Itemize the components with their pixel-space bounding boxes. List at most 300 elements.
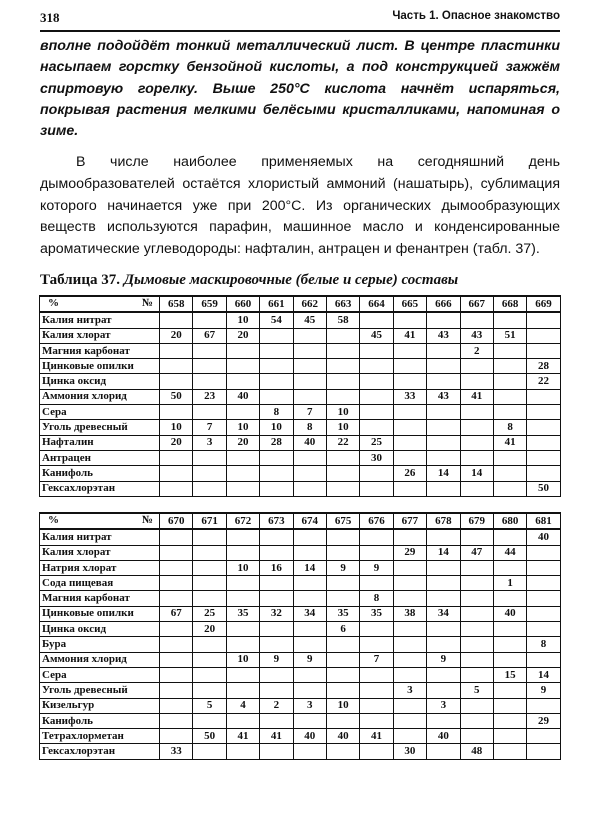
value-cell: 8 (360, 591, 393, 606)
value-cell (293, 450, 326, 465)
value-cell: 9 (326, 560, 359, 575)
value-cell (460, 606, 493, 621)
value-cell (193, 405, 226, 420)
value-cell (260, 374, 293, 389)
value-cell (393, 374, 426, 389)
value-cell (493, 713, 526, 728)
value-cell: 43 (427, 389, 460, 404)
column-header: 681 (527, 513, 560, 529)
column-header: 660 (226, 296, 259, 312)
value-cell: 8 (260, 405, 293, 420)
column-header: 666 (427, 296, 460, 312)
value-cell (460, 481, 493, 496)
value-cell: 9 (427, 652, 460, 667)
value-cell (460, 374, 493, 389)
value-cell: 3 (193, 435, 226, 450)
column-header: 659 (193, 296, 226, 312)
table-header-row (40, 296, 561, 312)
value-cell: 28 (527, 359, 560, 374)
value-cell (193, 545, 226, 560)
value-cell (527, 466, 560, 481)
value-cell (293, 545, 326, 560)
number-label: № (141, 514, 153, 526)
value-cell (226, 374, 259, 389)
value-cell (393, 343, 426, 358)
column-header: 674 (293, 513, 326, 529)
table-row (40, 466, 561, 481)
value-cell (260, 637, 293, 652)
table-row (40, 667, 561, 682)
value-cell: 22 (326, 435, 359, 450)
value-cell: 29 (527, 713, 560, 728)
ingredient-name: Цинка оксид (40, 622, 160, 637)
value-cell (160, 622, 193, 637)
column-header: 671 (193, 513, 226, 529)
value-cell (260, 713, 293, 728)
value-cell (427, 713, 460, 728)
intro-paragraph: вполне подойдёт тонкий металлический лист. В центре пластинки насыпаем горстку бензойной кислоты, а под конструкцией зажжём спиртовую горелку. Выше 250°С кислота начнёт испаряться, покрывая растения мелкими белёсыми кристалликами, напоминая о зиме. (40, 38, 560, 140)
value-cell (160, 405, 193, 420)
value-cell (260, 481, 293, 496)
ingredient-name: Калия нитрат (40, 529, 160, 545)
value-cell (460, 637, 493, 652)
value-cell (226, 713, 259, 728)
table-row (40, 591, 561, 606)
value-cell (493, 374, 526, 389)
value-cell (360, 529, 393, 545)
value-cell: 50 (527, 481, 560, 496)
value-cell (293, 744, 326, 759)
value-cell (460, 405, 493, 420)
ingredient-name: Магния карбонат (40, 343, 160, 358)
value-cell: 9 (293, 652, 326, 667)
value-cell: 33 (160, 744, 193, 759)
value-cell (160, 450, 193, 465)
value-cell: 47 (460, 545, 493, 560)
table-row (40, 560, 561, 575)
value-cell (360, 713, 393, 728)
value-cell: 6 (326, 622, 359, 637)
value-cell: 38 (393, 606, 426, 621)
table-caption-label: Таблица 37. (40, 272, 120, 288)
value-cell (360, 545, 393, 560)
table-row (40, 576, 561, 591)
value-cell: 48 (460, 744, 493, 759)
ingredient-name: Антрацен (40, 450, 160, 465)
value-cell (427, 622, 460, 637)
table-row (40, 343, 561, 358)
value-cell (193, 466, 226, 481)
value-cell (527, 312, 560, 328)
value-cell (326, 637, 359, 652)
table-row (40, 698, 561, 713)
value-cell: 28 (260, 435, 293, 450)
value-cell (160, 637, 193, 652)
value-cell (160, 683, 193, 698)
value-cell (393, 450, 426, 465)
ingredient-name: Калия хлорат (40, 328, 160, 343)
column-header: 678 (427, 513, 460, 529)
value-cell (493, 652, 526, 667)
value-cell (226, 481, 259, 496)
value-cell (393, 652, 426, 667)
value-cell (460, 667, 493, 682)
composition-table-2 (39, 512, 561, 760)
value-cell: 20 (160, 435, 193, 450)
value-cell: 30 (393, 744, 426, 759)
table-row (40, 374, 561, 389)
value-cell (393, 312, 426, 328)
value-cell (193, 359, 226, 374)
value-cell: 14 (460, 466, 493, 481)
value-cell: 22 (527, 374, 560, 389)
value-cell: 35 (326, 606, 359, 621)
value-cell: 44 (493, 545, 526, 560)
value-cell (326, 359, 359, 374)
value-cell (527, 435, 560, 450)
table-corner-cell (40, 513, 160, 529)
value-cell (326, 450, 359, 465)
value-cell: 20 (226, 435, 259, 450)
value-cell: 43 (460, 328, 493, 343)
value-cell: 40 (293, 435, 326, 450)
table-row (40, 683, 561, 698)
table-row (40, 450, 561, 465)
value-cell (326, 389, 359, 404)
ingredient-name: Сера (40, 405, 160, 420)
value-cell: 7 (360, 652, 393, 667)
value-cell (193, 312, 226, 328)
value-cell (427, 529, 460, 545)
value-cell (427, 744, 460, 759)
value-cell (193, 560, 226, 575)
value-cell (260, 591, 293, 606)
value-cell (460, 435, 493, 450)
value-cell (293, 328, 326, 343)
table-row (40, 652, 561, 667)
value-cell (226, 466, 259, 481)
value-cell (293, 374, 326, 389)
value-cell (293, 389, 326, 404)
ingredient-name: Магния карбонат (40, 591, 160, 606)
value-cell (393, 560, 426, 575)
value-cell (260, 622, 293, 637)
ingredient-name: Уголь древесный (40, 683, 160, 698)
value-cell (493, 312, 526, 328)
table-row (40, 328, 561, 343)
value-cell (393, 698, 426, 713)
value-cell: 41 (493, 435, 526, 450)
value-cell: 7 (293, 405, 326, 420)
value-cell (460, 698, 493, 713)
value-cell (393, 591, 426, 606)
value-cell: 9 (360, 560, 393, 575)
value-cell: 2 (260, 698, 293, 713)
value-cell (160, 545, 193, 560)
value-cell: 35 (226, 606, 259, 621)
ingredient-name: Сера (40, 667, 160, 682)
value-cell (326, 591, 359, 606)
value-cell (360, 359, 393, 374)
value-cell (393, 667, 426, 682)
ingredient-name: Канифоль (40, 713, 160, 728)
table-caption-title: Дымовые маскировочные (белые и серые) составы (123, 272, 459, 288)
value-cell (527, 606, 560, 621)
value-cell (226, 637, 259, 652)
value-cell (493, 405, 526, 420)
column-header: 658 (160, 296, 193, 312)
value-cell (393, 729, 426, 744)
value-cell (527, 698, 560, 713)
value-cell (226, 529, 259, 545)
value-cell: 10 (226, 560, 259, 575)
value-cell: 40 (226, 389, 259, 404)
value-cell: 67 (160, 606, 193, 621)
value-cell (326, 744, 359, 759)
value-cell: 14 (527, 667, 560, 682)
value-cell: 45 (360, 328, 393, 343)
value-cell: 34 (293, 606, 326, 621)
value-cell (393, 622, 426, 637)
column-header: 665 (393, 296, 426, 312)
value-cell (160, 560, 193, 575)
value-cell (160, 652, 193, 667)
value-cell (260, 359, 293, 374)
column-header: 675 (326, 513, 359, 529)
value-cell: 20 (160, 328, 193, 343)
number-label: № (141, 297, 153, 309)
table-row (40, 729, 561, 744)
value-cell (360, 622, 393, 637)
value-cell (460, 359, 493, 374)
value-cell: 50 (193, 729, 226, 744)
value-cell (527, 420, 560, 435)
value-cell (160, 713, 193, 728)
value-cell: 14 (427, 466, 460, 481)
value-cell (393, 529, 426, 545)
value-cell (293, 667, 326, 682)
table-row (40, 312, 561, 328)
value-cell: 41 (260, 729, 293, 744)
value-cell (360, 683, 393, 698)
value-cell (160, 591, 193, 606)
table-row (40, 420, 561, 435)
value-cell (260, 529, 293, 545)
value-cell (427, 591, 460, 606)
value-cell (193, 450, 226, 465)
value-cell (527, 450, 560, 465)
value-cell: 40 (493, 606, 526, 621)
value-cell (493, 529, 526, 545)
value-cell (160, 667, 193, 682)
value-cell (493, 359, 526, 374)
value-cell (427, 374, 460, 389)
value-cell (493, 683, 526, 698)
value-cell (527, 652, 560, 667)
column-header: 663 (326, 296, 359, 312)
table-row (40, 529, 561, 545)
value-cell: 10 (326, 405, 359, 420)
value-cell (293, 359, 326, 374)
value-cell (460, 652, 493, 667)
value-cell: 10 (226, 652, 259, 667)
value-cell (226, 545, 259, 560)
value-cell (460, 420, 493, 435)
value-cell (427, 481, 460, 496)
value-cell: 14 (427, 545, 460, 560)
value-cell: 2 (460, 343, 493, 358)
value-cell (493, 637, 526, 652)
ingredient-name: Натрия хлорат (40, 560, 160, 575)
percent-label: % (48, 514, 59, 526)
value-cell: 9 (527, 683, 560, 698)
value-cell (493, 481, 526, 496)
value-cell: 20 (193, 622, 226, 637)
column-header: 672 (226, 513, 259, 529)
value-cell: 20 (226, 328, 259, 343)
value-cell: 10 (260, 420, 293, 435)
value-cell (493, 698, 526, 713)
table-row (40, 359, 561, 374)
value-cell (427, 667, 460, 682)
table-header-row (40, 513, 561, 529)
value-cell (393, 435, 426, 450)
value-cell (493, 729, 526, 744)
value-cell: 25 (193, 606, 226, 621)
value-cell (360, 698, 393, 713)
ingredient-name: Цинка оксид (40, 374, 160, 389)
value-cell (326, 343, 359, 358)
value-cell (293, 637, 326, 652)
value-cell (260, 450, 293, 465)
value-cell (493, 389, 526, 404)
value-cell (260, 576, 293, 591)
value-cell (360, 744, 393, 759)
value-cell: 41 (460, 389, 493, 404)
page-number: 318 (40, 10, 60, 25)
value-cell (260, 683, 293, 698)
value-cell (427, 405, 460, 420)
value-cell (226, 576, 259, 591)
value-cell (527, 343, 560, 358)
value-cell: 16 (260, 560, 293, 575)
table-row (40, 622, 561, 637)
value-cell: 7 (193, 420, 226, 435)
value-cell (360, 405, 393, 420)
value-cell (427, 343, 460, 358)
value-cell: 8 (493, 420, 526, 435)
value-cell (160, 729, 193, 744)
table-row (40, 713, 561, 728)
value-cell (527, 576, 560, 591)
value-cell (527, 560, 560, 575)
value-cell (293, 683, 326, 698)
value-cell: 45 (293, 312, 326, 328)
value-cell: 40 (293, 729, 326, 744)
value-cell (493, 450, 526, 465)
ingredient-name: Канифоль (40, 466, 160, 481)
value-cell (393, 359, 426, 374)
value-cell (193, 683, 226, 698)
value-cell (360, 667, 393, 682)
table-row (40, 405, 561, 420)
value-cell (193, 576, 226, 591)
value-cell: 40 (326, 729, 359, 744)
value-cell: 5 (193, 698, 226, 713)
column-header: 667 (460, 296, 493, 312)
value-cell (493, 466, 526, 481)
value-cell (160, 312, 193, 328)
column-header: 669 (527, 296, 560, 312)
value-cell: 5 (460, 683, 493, 698)
value-cell (393, 481, 426, 496)
value-cell (293, 713, 326, 728)
value-cell: 10 (326, 420, 359, 435)
value-cell (360, 343, 393, 358)
value-cell (193, 637, 226, 652)
value-cell (393, 405, 426, 420)
value-cell: 29 (393, 545, 426, 560)
value-cell (360, 576, 393, 591)
value-cell (260, 545, 293, 560)
running-header (40, 6, 560, 32)
value-cell: 41 (393, 328, 426, 343)
ingredient-name: Аммония хлорид (40, 652, 160, 667)
column-header: 670 (160, 513, 193, 529)
value-cell (527, 744, 560, 759)
value-cell (260, 343, 293, 358)
value-cell (527, 545, 560, 560)
value-cell (326, 481, 359, 496)
value-cell: 54 (260, 312, 293, 328)
ingredient-name: Калия хлорат (40, 545, 160, 560)
value-cell (193, 591, 226, 606)
column-header: 676 (360, 513, 393, 529)
value-cell: 40 (527, 529, 560, 545)
value-cell (527, 622, 560, 637)
table-row (40, 744, 561, 759)
value-cell: 14 (293, 560, 326, 575)
value-cell (527, 389, 560, 404)
table-caption (40, 272, 560, 289)
value-cell (193, 481, 226, 496)
value-cell (360, 420, 393, 435)
value-cell: 58 (326, 312, 359, 328)
value-cell: 41 (226, 729, 259, 744)
value-cell (326, 466, 359, 481)
value-cell (360, 374, 393, 389)
value-cell (293, 529, 326, 545)
value-cell (460, 622, 493, 637)
value-cell (427, 450, 460, 465)
column-header: 668 (493, 296, 526, 312)
value-cell (460, 576, 493, 591)
value-cell (393, 637, 426, 652)
value-cell (326, 576, 359, 591)
value-cell: 10 (226, 312, 259, 328)
value-cell (260, 744, 293, 759)
value-cell (260, 389, 293, 404)
value-cell (460, 591, 493, 606)
value-cell: 1 (493, 576, 526, 591)
value-cell (193, 667, 226, 682)
value-cell (226, 683, 259, 698)
value-cell: 10 (226, 420, 259, 435)
value-cell: 23 (193, 389, 226, 404)
value-cell: 41 (360, 729, 393, 744)
value-cell (527, 591, 560, 606)
value-cell (226, 744, 259, 759)
